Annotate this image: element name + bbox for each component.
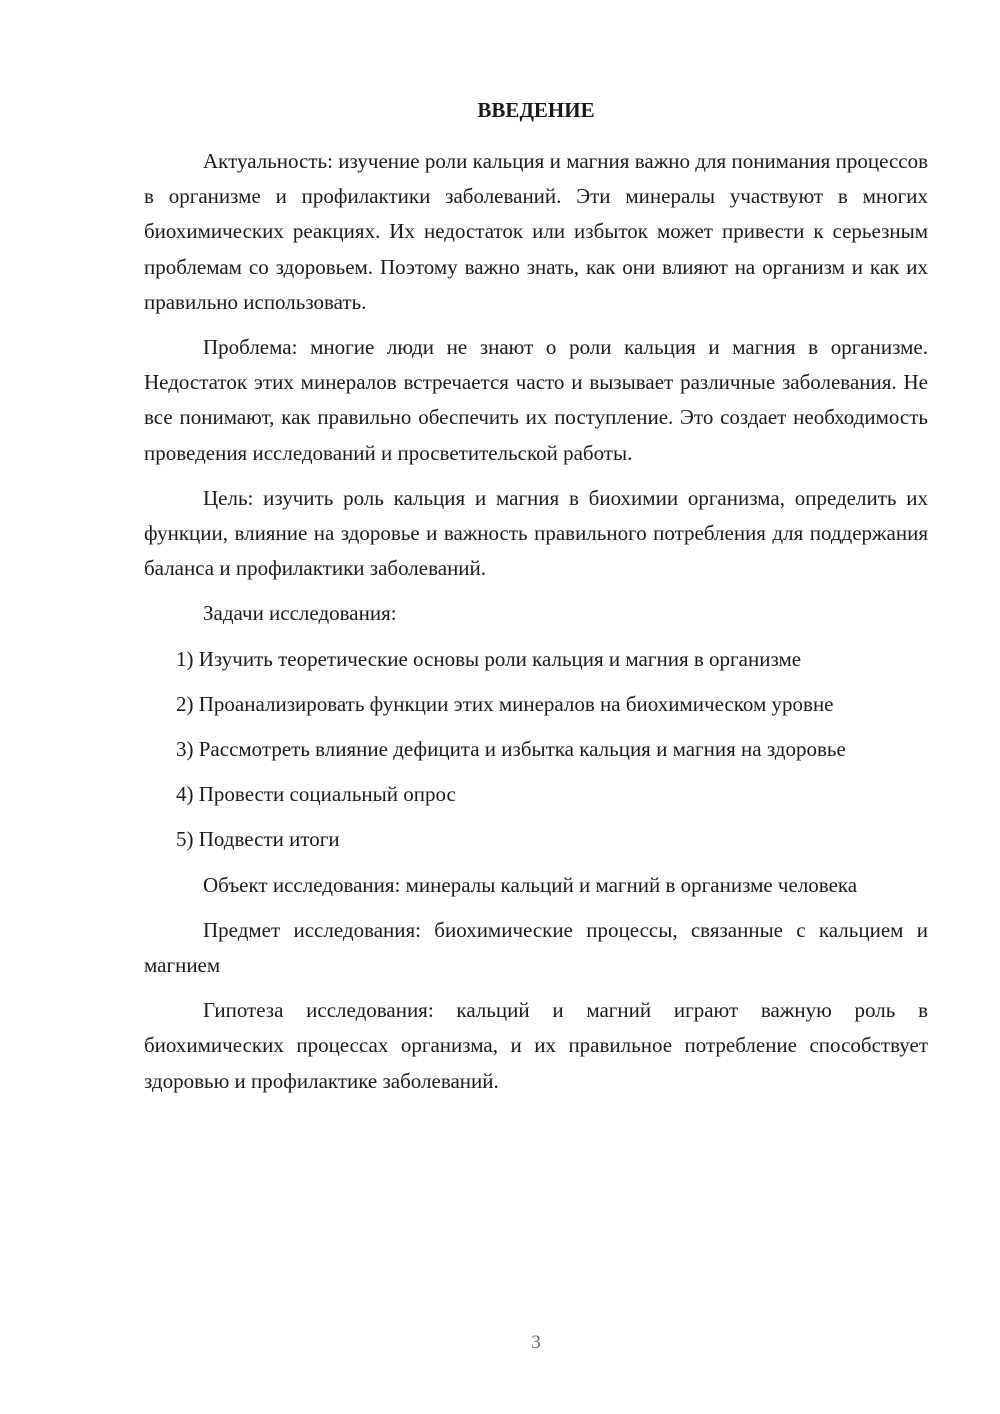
task-item-4: 4) Провести социальный опрос bbox=[176, 782, 456, 807]
relevance-paragraph: Актуальность: изучение роли кальция и магния важно для понимания процессов в организме и профилактики заболеваний. Эти минералы участвуют в многих биохимических реакциях. Их недостаток или избыток может привести к серьезным проблемам со здоровьем. Поэтому важно знать, как они влияют на организм и как их правильно использовать. bbox=[144, 149, 928, 314]
goal-paragraph: Цель: изучить роль кальция и магния в биохимии организма, определить их функции, влияние на здоровье и важность правильного потребления для поддержания баланса и профилактики заболеваний. bbox=[144, 485, 928, 581]
task-item-2: 2) Проанализировать функции этих минералов на биохимическом уровне bbox=[176, 691, 834, 716]
task-item-5: 5) Подвести итоги bbox=[176, 827, 340, 852]
subject-paragraph: Предмет исследования: биохимические процессы, связанные с кальцием и магнием bbox=[144, 917, 928, 978]
object-paragraph: Объект исследования: минералы кальций и магний в организме человека bbox=[203, 872, 858, 897]
problem-paragraph: Проблема: многие люди не знают о роли кальция и магния в организме. Недостаток этих минералов встречается часто и вызывает различные заболевания. Не все понимают, как правильно обеспечить их поступление. Это создает необходимость проведения исследований и просветительской работы. bbox=[144, 335, 928, 465]
task-item-3: 3) Рассмотреть влияние дефицита и избытка кальция и магния на здоровье bbox=[176, 737, 846, 762]
hypothesis-paragraph: Гипотеза исследования: кальций и магний играют важную роль в биохимических процессах организма, и их правильное потребление способствует здоровью и профилактике заболеваний. bbox=[144, 998, 928, 1093]
page-number: 3 bbox=[531, 1332, 541, 1353]
tasks-heading: Задачи исследования: bbox=[203, 601, 397, 626]
task-item-1: 1) Изучить теоретические основы роли кальция и магния в организме bbox=[176, 646, 802, 671]
document-page bbox=[144, 90, 928, 1109]
section-heading: ВВЕДЕНИЕ bbox=[477, 98, 595, 122]
